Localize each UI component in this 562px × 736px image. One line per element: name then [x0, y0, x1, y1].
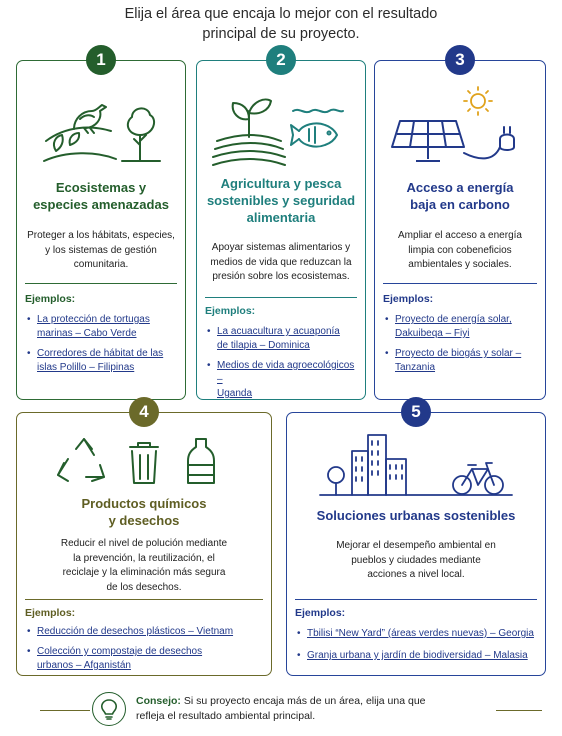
list-item: [383, 347, 539, 375]
example-link[interactable]: La protección de tortugas marinas – Cabo Verde: [37, 314, 150, 339]
desc-line: pueblos y ciudades mediante: [351, 554, 481, 566]
list-item: [205, 359, 359, 401]
divider: [25, 283, 177, 284]
list-item: [25, 313, 179, 341]
card-title: [21, 495, 267, 529]
card-title-line: Productos químicos: [81, 496, 207, 511]
intro-text: [0, 4, 562, 44]
card-number-badge: 5: [401, 397, 431, 427]
card-chemicals-waste: [16, 402, 272, 676]
list-item: [295, 649, 539, 663]
desc-line: Mejorar el desempeño ambiental en: [336, 540, 496, 551]
tip-section: [0, 684, 562, 734]
card-urban-solutions: [286, 402, 546, 676]
desc-line: limpia con cobeneficios: [408, 244, 512, 256]
desc-line: la prevención, la reutilización, el: [73, 552, 215, 564]
divider: [383, 283, 537, 284]
card-description: [381, 229, 539, 273]
example-link[interactable]: Corredores de hábitat de las islas Polillo – Filipinas: [37, 348, 164, 373]
city-buildings-icon: [320, 435, 512, 495]
card-number-badge: 3: [445, 45, 475, 75]
card-description: [23, 229, 179, 273]
card-illustration: [197, 81, 365, 173]
list-item: [205, 325, 359, 353]
bottle-icon: [188, 439, 214, 483]
examples-heading: Ejemplos:: [205, 305, 256, 317]
recycle-icon: [58, 439, 104, 481]
examples-list: [383, 313, 539, 381]
desc-line: Proteger a los hábitats, especies,: [27, 230, 175, 241]
divider: [205, 297, 357, 298]
desc-line: acciones a nivel local.: [367, 569, 465, 580]
example-link[interactable]: Medios de vida agroecológicos – Uganda: [217, 360, 355, 399]
card-description: [23, 537, 265, 595]
examples-list: [25, 625, 265, 679]
bird-icon: [44, 105, 116, 161]
intro-line-2: principal de su proyecto.: [202, 26, 360, 42]
card-illustration: [375, 81, 545, 173]
desc-line: comunitaria.: [73, 259, 129, 270]
card-title: [379, 179, 541, 213]
tree-icon: [122, 108, 160, 161]
desc-line: Reducir el nivel de polución mediante: [60, 538, 228, 549]
example-link[interactable]: Tbilisi “New Yard” (áreas verdes nuevas) – Georgia: [307, 628, 534, 639]
examples-heading: Ejemplos:: [295, 607, 346, 619]
card-description: [293, 539, 539, 583]
desc-line: y los sistemas de gestión: [45, 244, 157, 256]
example-link[interactable]: Proyecto de biogás y solar – Tanzania: [395, 348, 522, 373]
card-ecosystems: [16, 50, 186, 400]
solar-panel-icon: [392, 121, 464, 161]
tip-label: Consejo:: [136, 695, 181, 707]
trash-icon: [130, 443, 158, 483]
examples-heading: Ejemplos:: [383, 293, 434, 305]
list-item: [295, 627, 539, 641]
card-title-line: baja en carbono: [410, 197, 510, 212]
divider: [496, 710, 542, 711]
list-item: [383, 313, 539, 341]
card-title-line: y desechos: [108, 513, 180, 528]
sprout-icon: [213, 100, 285, 166]
tip-line-2: refleja el resultado ambiental principal.: [136, 710, 316, 722]
desc-line: Apoyar sistemas alimentarios y: [211, 242, 351, 253]
card-title-line: Acceso a energía: [406, 180, 514, 195]
example-link[interactable]: La acuacultura y acuaponía de tilapia – Dominica: [217, 326, 340, 351]
list-item: [25, 645, 265, 673]
card-illustration: [287, 429, 545, 501]
example-link[interactable]: Granja urbana y jardín de biodiversidad – Malasia: [307, 650, 528, 661]
desc-line: reciclaje y la eliminación más segura: [62, 567, 226, 578]
card-title-line: Ecosistemas y: [55, 180, 147, 195]
card-title-line: especies amenazadas: [33, 197, 169, 212]
examples-heading: Ejemplos:: [25, 607, 76, 619]
list-item: [25, 347, 179, 375]
examples-list: [205, 325, 359, 407]
desc-line: ambientales y sociales.: [408, 259, 512, 270]
card-title-line: sostenibles y seguridad: [206, 193, 356, 208]
desc-line: Ampliar el acceso a energía: [398, 230, 522, 241]
example-link[interactable]: Colección y compostaje de desechos urbanos – Afganistán: [37, 646, 203, 671]
card-title: [21, 179, 181, 213]
lightbulb-icon: [92, 692, 126, 726]
divider: [25, 599, 263, 600]
desc-line: medios de vida que reduzcan la: [210, 256, 352, 268]
card-title-line: alimentaria: [246, 210, 316, 225]
plug-icon: [464, 127, 514, 158]
card-illustration: [17, 435, 271, 491]
card-title-line: Agricultura y pesca: [220, 176, 342, 191]
tip-line-1: Si su proyecto encaja más de un área, elija una que: [180, 695, 426, 707]
card-number-badge: 2: [266, 45, 296, 75]
fish-icon: [291, 110, 343, 147]
examples-heading: Ejemplos:: [25, 293, 76, 305]
desc-line: presión sobre los ecosistemas.: [212, 271, 350, 282]
desc-line: de los desechos.: [106, 581, 182, 593]
card-title: [291, 507, 541, 524]
card-agriculture: [196, 50, 366, 400]
card-number-badge: 1: [86, 45, 116, 75]
divider: [40, 710, 90, 711]
card-description: [203, 241, 359, 285]
list-item: [25, 625, 265, 639]
examples-list: [25, 313, 179, 381]
card-title-line: Soluciones urbanas sostenibles: [316, 508, 516, 523]
tip-text: [136, 694, 486, 724]
intro-line-1: Elija el área que encaja lo mejor con el resultado: [124, 6, 438, 22]
sun-icon: [464, 87, 492, 115]
card-illustration: [17, 81, 185, 173]
example-link[interactable]: Proyecto de energía solar, Dakuibeqa – Fiyi: [395, 314, 512, 339]
card-title: [201, 175, 361, 226]
examples-list: [295, 627, 539, 671]
example-link[interactable]: Reducción de desechos plásticos – Vietnam: [37, 626, 234, 637]
card-energy: [374, 50, 546, 400]
divider: [295, 599, 537, 600]
card-number-badge: 4: [129, 397, 159, 427]
bicycle-icon: [453, 463, 503, 494]
